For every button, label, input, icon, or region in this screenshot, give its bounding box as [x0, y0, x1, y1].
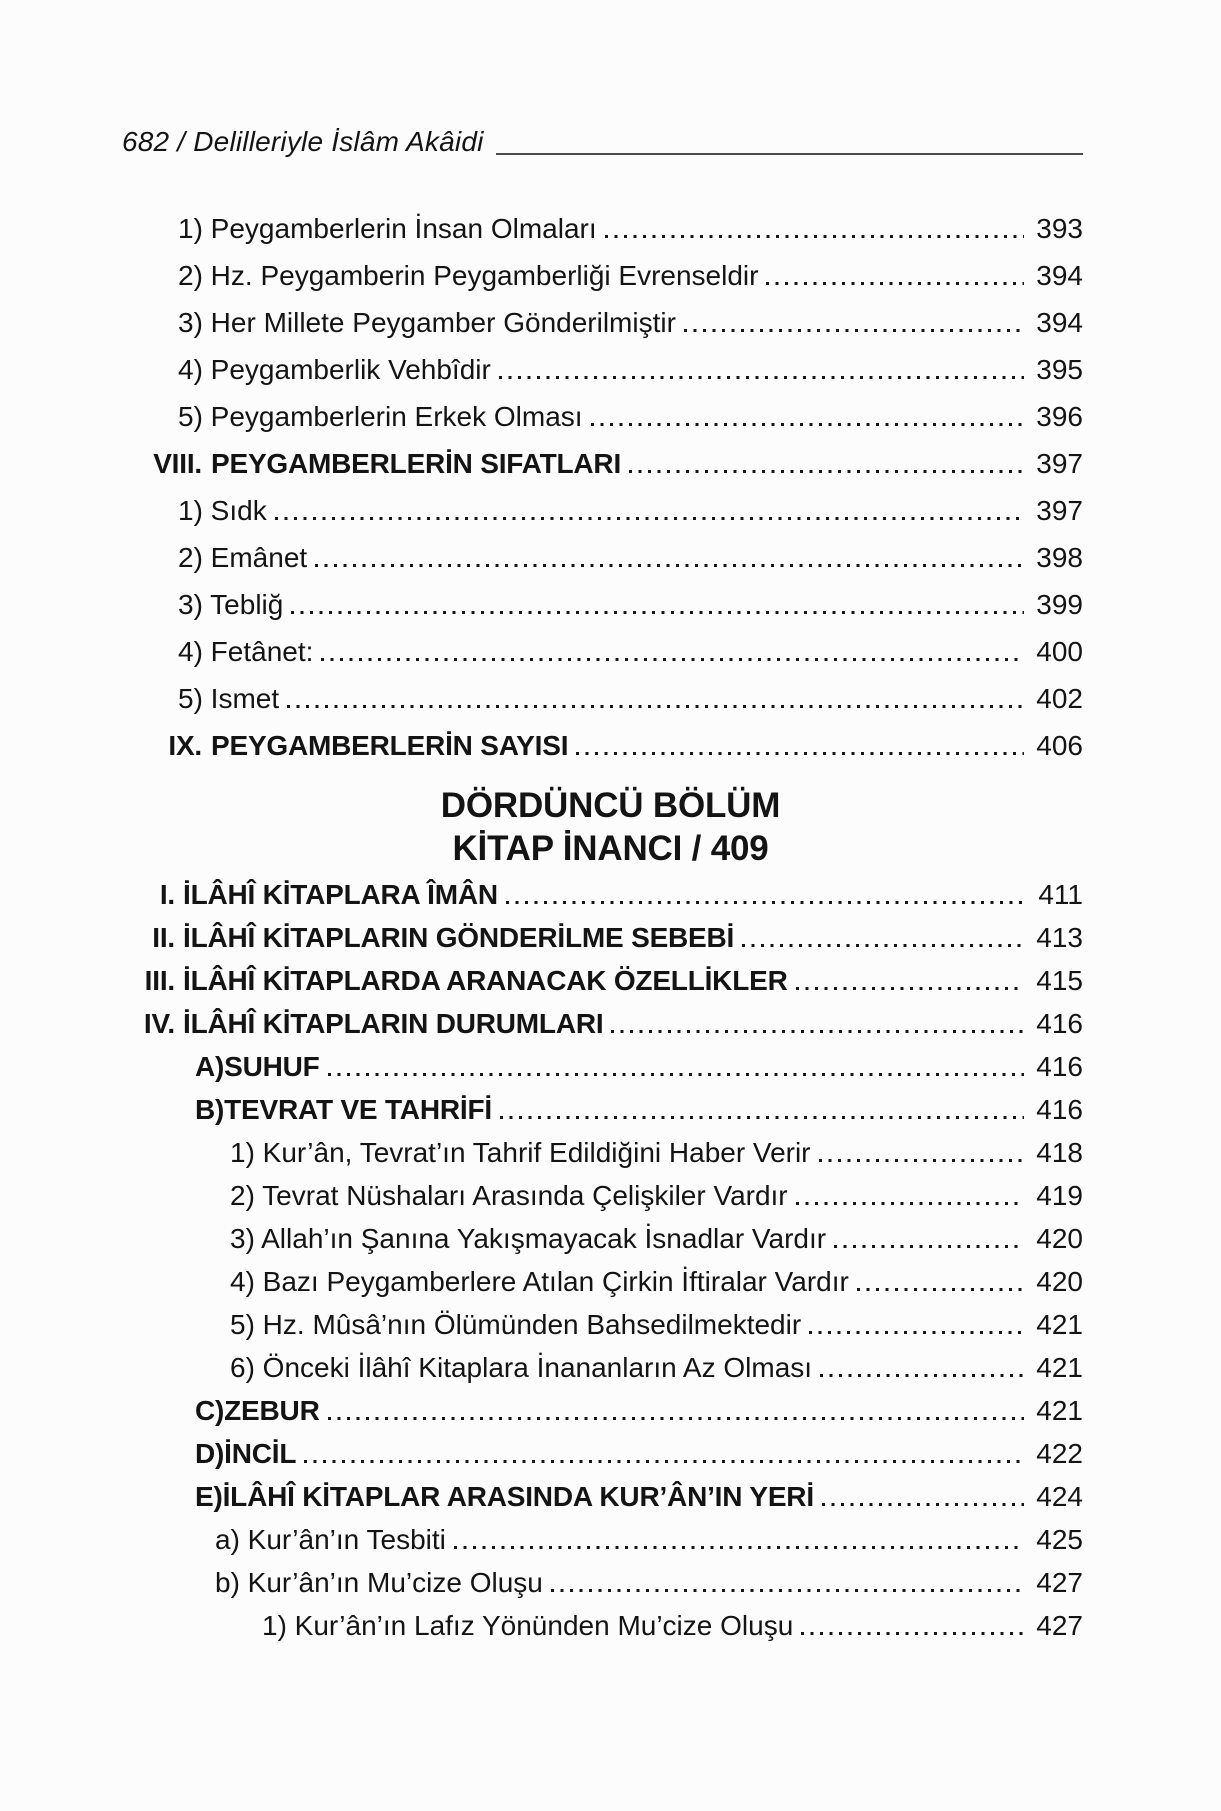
toc-entry-number: I. — [159, 879, 175, 910]
toc-entry-label: 1) Kur’ân’ın Lafız Yönünden Mu’cize Oluşu — [262, 1610, 794, 1641]
toc-entry-label: E)İLÂHÎ KİTAPLAR ARASINDA KUR’ÂN’IN YERİ — [195, 1481, 814, 1512]
toc-entry-label: PEYGAMBERLERİN SAYISI — [211, 730, 569, 761]
toc-entry-label: İLÂHÎ KİTAPLARA ÎMÂN — [183, 879, 498, 910]
dot-leader — [500, 1116, 1024, 1119]
toc-entry-page: 422 — [1036, 1438, 1083, 1469]
dot-leader — [796, 1202, 1024, 1205]
toc-entry[interactable] — [0, 1268, 1221, 1296]
dot-leader — [684, 329, 1024, 332]
toc-entry[interactable] — [0, 1397, 1221, 1425]
toc-entry-page: 395 — [1036, 354, 1083, 385]
toc-entry[interactable] — [0, 1139, 1221, 1167]
toc-entry[interactable] — [0, 591, 1221, 619]
dot-leader — [551, 1589, 1024, 1592]
toc-entry-label: 1) Kur’ân, Tevrat’ın Tahrif Edildiğini Haber Verir — [230, 1137, 811, 1168]
toc-entry-label: İLÂHÎ KİTAPLARIN DURUMLARI — [183, 1008, 604, 1039]
toc-entry-page: 420 — [1036, 1266, 1083, 1297]
toc-entry-number: III. — [144, 965, 175, 996]
toc-entry-page: 427 — [1036, 1610, 1083, 1641]
toc-entry[interactable] — [0, 497, 1221, 525]
toc-entry-page: 400 — [1036, 636, 1083, 667]
dot-leader — [328, 1073, 1024, 1076]
toc-entry[interactable] — [0, 924, 1221, 952]
toc-entry[interactable] — [0, 1569, 1221, 1597]
toc-entry-label: 5) Peygamberlerin Erkek Olması — [178, 401, 583, 432]
dot-leader — [857, 1288, 1024, 1291]
dot-leader — [315, 564, 1024, 567]
toc-entry-number: VIII. — [153, 448, 202, 479]
chapter-subtitle: KİTAP İNANCI / 409 — [452, 829, 769, 868]
toc-entry[interactable] — [0, 881, 1221, 909]
toc-entry-number: IX. — [168, 730, 202, 761]
toc-entry-page: 394 — [1036, 260, 1083, 291]
toc-entry[interactable] — [0, 1483, 1221, 1511]
toc-entry-page: 416 — [1036, 1094, 1083, 1125]
toc-entry-page: 415 — [1036, 965, 1083, 996]
dot-leader — [591, 423, 1024, 426]
toc-entry-page: 421 — [1036, 1352, 1083, 1383]
toc-entry-label: 3) Tebliğ — [178, 589, 284, 620]
toc-entry[interactable] — [0, 450, 1221, 478]
dot-leader — [834, 1245, 1024, 1248]
toc-entry-page: 421 — [1036, 1395, 1083, 1426]
toc-entry-page: 397 — [1036, 495, 1083, 526]
dot-leader — [766, 282, 1024, 285]
toc-entry[interactable] — [0, 215, 1221, 243]
header-rule — [496, 153, 1083, 155]
toc-entry-page: 394 — [1036, 307, 1083, 338]
toc-entry-page: 418 — [1036, 1137, 1083, 1168]
toc-entry-label: B)TEVRAT VE TAHRİFİ — [195, 1094, 492, 1125]
toc-entry-label: PEYGAMBERLERİN SIFATLARI — [211, 448, 622, 479]
dot-leader — [304, 1460, 1024, 1463]
toc-section-top — [0, 215, 1221, 760]
toc-entry-label: 3) Allah’ın Şanına Yakışmayacak İsnadlar Vardır — [230, 1223, 827, 1254]
toc-entry[interactable] — [0, 1526, 1221, 1554]
toc-entry[interactable] — [0, 638, 1221, 666]
toc-entry-page: 399 — [1036, 589, 1083, 620]
toc-entry-label: 2) Tevrat Nüshaları Arasında Çelişkiler Vardır — [230, 1180, 788, 1211]
table-of-contents — [0, 215, 1221, 1640]
toc-entry[interactable] — [0, 262, 1221, 290]
dot-leader — [819, 1159, 1024, 1162]
toc-entry-page: 416 — [1036, 1051, 1083, 1082]
toc-entry-label: İLÂHÎ KİTAPLARDA ARANACAK ÖZELLİKLER — [183, 965, 788, 996]
toc-entry[interactable] — [0, 403, 1221, 431]
toc-entry[interactable] — [0, 356, 1221, 384]
dot-leader — [629, 470, 1024, 473]
page-header — [0, 126, 1221, 158]
toc-entry-label: 1) Peygamberlerin İnsan Olmaları — [178, 213, 597, 244]
toc-entry[interactable] — [0, 1612, 1221, 1640]
toc-entry[interactable] — [0, 309, 1221, 337]
toc-entry-label: D)İNCİL — [195, 1438, 297, 1469]
toc-entry-label: 5) Hz. Mûsâ’nın Ölümünden Bahsedilmektedir — [230, 1309, 802, 1340]
toc-entry-label: İLÂHÎ KİTAPLARIN GÖNDERİLME SEBEBİ — [183, 922, 735, 953]
toc-entry-label: 4) Peygamberlik Vehbîdir — [178, 354, 491, 385]
dot-leader — [611, 1030, 1024, 1033]
toc-entry[interactable] — [0, 1096, 1221, 1124]
toc-entry-page: 402 — [1036, 683, 1083, 714]
toc-entry-page: 406 — [1036, 730, 1083, 761]
chapter-title: DÖRDÜNCÜ BÖLÜM — [440, 786, 781, 825]
dot-leader — [809, 1331, 1024, 1334]
toc-section-bottom — [0, 881, 1221, 1640]
dot-leader — [822, 1503, 1024, 1506]
toc-entry-label: 2) Hz. Peygamberin Peygamberliği Evrenseldir — [178, 260, 759, 291]
toc-entry-page: 393 — [1036, 213, 1083, 244]
toc-entry-number: IV. — [143, 1008, 175, 1039]
toc-entry-label: a) Kur’ân’ın Tesbiti — [215, 1524, 446, 1555]
toc-entry[interactable] — [0, 1053, 1221, 1081]
toc-entry-label: C)ZEBUR — [195, 1395, 320, 1426]
toc-entry-page: 425 — [1036, 1524, 1083, 1555]
toc-entry[interactable] — [0, 685, 1221, 713]
dot-leader — [796, 987, 1024, 990]
toc-entry-page: 411 — [1038, 879, 1083, 910]
toc-entry[interactable] — [0, 1225, 1221, 1253]
toc-entry-page: 427 — [1036, 1567, 1083, 1598]
toc-entry-page: 398 — [1036, 542, 1083, 573]
toc-entry[interactable] — [0, 1010, 1221, 1038]
dot-leader — [499, 376, 1024, 379]
dot-leader — [506, 901, 1024, 904]
dot-leader — [287, 705, 1024, 708]
dot-leader — [605, 235, 1024, 238]
toc-entry-page: 421 — [1036, 1309, 1083, 1340]
toc-entry-label: 3) Her Millete Peygamber Gönderilmiştir — [178, 307, 676, 338]
toc-entry[interactable] — [0, 1440, 1221, 1468]
toc-entry-page: 397 — [1036, 448, 1083, 479]
running-head: 682 / Delilleriyle İslâm Akâidi — [122, 126, 484, 157]
toc-entry-page: 424 — [1036, 1481, 1083, 1512]
toc-entry[interactable] — [0, 544, 1221, 572]
toc-entry[interactable] — [0, 1311, 1221, 1339]
toc-entry-label: 4) Fetânet: — [178, 636, 314, 667]
dot-leader — [820, 1374, 1024, 1377]
toc-entry-page: 396 — [1036, 401, 1083, 432]
dot-leader — [291, 611, 1024, 614]
toc-entry-label: 5) Ismet — [178, 683, 280, 714]
toc-entry-label: b) Kur’ân’ın Mu’cize Oluşu — [215, 1567, 543, 1598]
chapter-heading — [0, 784, 1221, 870]
toc-entry-number: II. — [152, 922, 175, 953]
toc-entry-page: 413 — [1036, 922, 1083, 953]
toc-entry-page: 420 — [1036, 1223, 1083, 1254]
toc-entry[interactable] — [0, 732, 1221, 760]
dot-leader — [321, 658, 1024, 661]
toc-entry[interactable] — [0, 1354, 1221, 1382]
dot-leader — [742, 944, 1024, 947]
toc-entry-label: 2) Emânet — [178, 542, 308, 573]
dot-leader — [454, 1546, 1024, 1549]
toc-entry-page: 419 — [1036, 1180, 1083, 1211]
toc-entry-page: 416 — [1036, 1008, 1083, 1039]
dot-leader — [275, 517, 1024, 520]
toc-entry-label: 4) Bazı Peygamberlere Atılan Çirkin İftiralar Vardır — [230, 1266, 849, 1297]
dot-leader — [801, 1632, 1024, 1635]
toc-entry[interactable] — [0, 1182, 1221, 1210]
toc-entry[interactable] — [0, 967, 1221, 995]
toc-entry-label: A)SUHUF — [195, 1051, 320, 1082]
toc-entry-label: 6) Önceki İlâhî Kitaplara İnananların Az Olması — [230, 1352, 813, 1383]
toc-entry-label: 1) Sıdk — [178, 495, 267, 526]
dot-leader — [576, 752, 1024, 755]
dot-leader — [328, 1417, 1024, 1420]
